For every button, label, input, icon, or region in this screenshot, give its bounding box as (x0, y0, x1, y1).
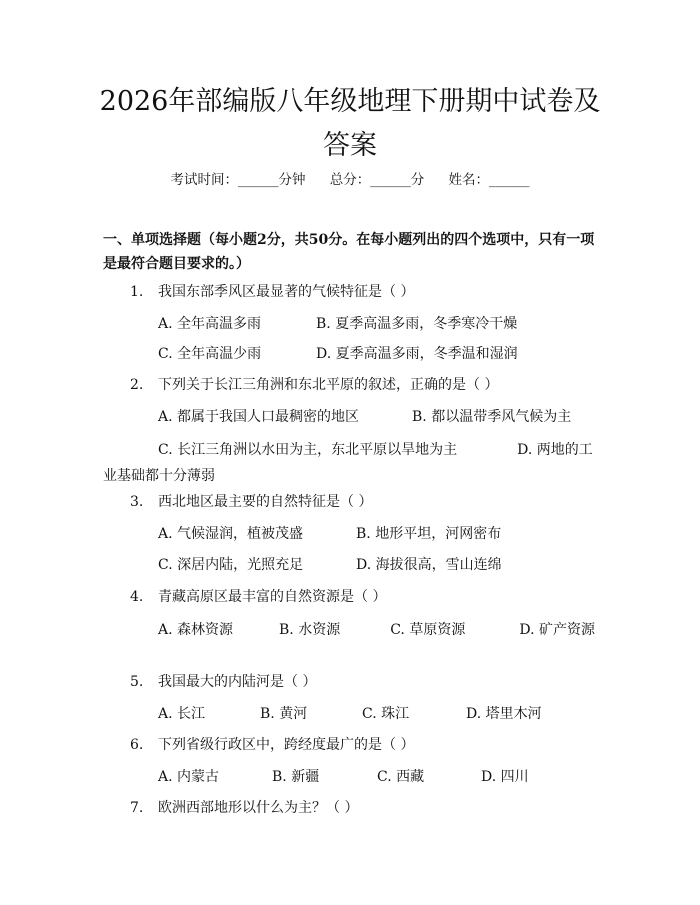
question-number: 5. (130, 674, 144, 690)
question-stem: 下列关于长江三角洲和东北平原的叙述，正确的是（ ） (158, 377, 499, 393)
option: A. 全年高温多雨 (158, 316, 262, 332)
option: A. 内蒙古 (158, 769, 220, 785)
question-stem: 下列省级行政区中，跨经度最广的是（ ） (158, 737, 415, 753)
question-number: 3. (130, 494, 144, 510)
option: C. 全年高温少雨 (158, 346, 262, 362)
option: C. 深居内陆，光照充足 (158, 557, 304, 573)
exam-meta (0, 168, 700, 188)
option: B. 都以温带季风气候为主 (412, 409, 572, 425)
option: B. 地形平坦，河网密布 (356, 526, 502, 542)
option: A. 都属于我国人口最稠密的地区 (158, 409, 360, 425)
option: B. 新疆 (272, 769, 320, 785)
question-number: 7. (130, 800, 144, 816)
option: C. 长江三角洲以水田为主，东北平原以旱地为主 (158, 442, 458, 458)
option: A. 长江 (158, 706, 206, 722)
question-stem: 欧洲西部地形以什么为主？（ ） (158, 800, 359, 816)
question-number: 4. (130, 589, 144, 605)
option: A. 森林资源 (158, 622, 234, 638)
option: D. 夏季高温多雨，冬季温和湿润 (316, 346, 518, 362)
option: B. 黄河 (260, 706, 308, 722)
exam-name: 姓名：______ (448, 172, 530, 188)
option: D. 海拔很高，雪山连绵 (356, 557, 502, 573)
question-number: 2. (130, 377, 144, 393)
question-4-options-wrap (103, 617, 598, 643)
exam-title: 2026年部编版八年级地理下册期中试卷及答案 (99, 86, 601, 161)
option: D. 矿产资源 (519, 622, 595, 638)
option: C. 珠江 (362, 706, 410, 722)
option: C. 西藏 (377, 769, 425, 785)
question-stem: 西北地区最主要的自然特征是（ ） (158, 494, 373, 510)
option: C. 草原资源 (390, 622, 466, 638)
exam-time: 考试时间：______分钟 (170, 172, 306, 188)
option: B. 水资源 (279, 622, 341, 638)
exam-score: 总分：______分 (329, 172, 425, 188)
question-stem: 我国最大的内陆河是（ ） (158, 674, 317, 690)
option: A. 气候湿润，植被茂盛 (158, 526, 304, 542)
option: D. 两地的工业基础都十分薄弱 (103, 442, 593, 484)
question-stem: 青藏高原区最丰富的自然资源是（ ） (158, 589, 387, 605)
option: D. 四川 (481, 769, 529, 785)
section-heading: 一、单项选择题（每小题2分，共50分。在每小题列出的四个选项中，只有一项是最符合题目要求的。） (103, 232, 595, 272)
question-stem: 我国东部季风区最显著的气候特征是（ ） (158, 284, 415, 300)
question-number: 6. (130, 737, 144, 753)
question-number: 1. (130, 284, 144, 300)
option: B. 夏季高温多雨，冬季寒冷干燥 (316, 316, 518, 332)
option: D. 塔里木河 (466, 706, 542, 722)
question-2-options-wrap (103, 437, 603, 489)
